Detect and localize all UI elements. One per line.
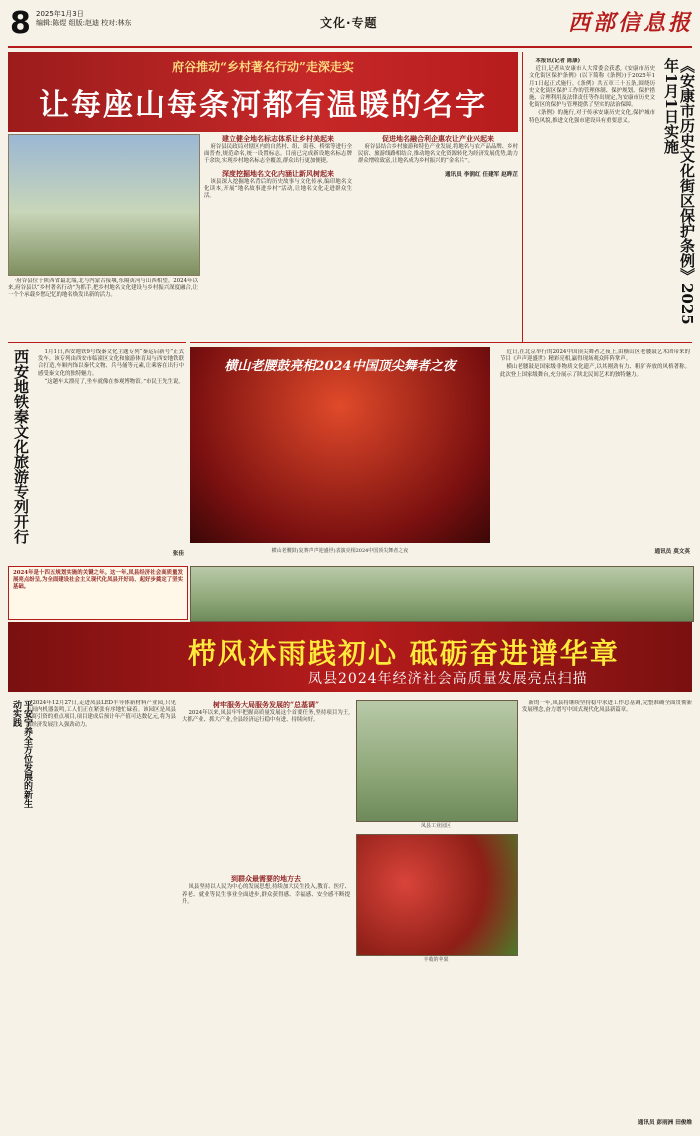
article5-col1: 2024年12月27日,走进凤县LED半导体新材料产业园,只见车间内机器轰鸣,工人们正在紧张有序地忙碌着。该园区是凤县招商引资的重点项目,项目建成后预计年产值可达数亿元,将为县域经济发展注入强劲动力。 [26, 700, 176, 728]
article5-col3: 凤县坚持以人民为中心的发展思想,持续加大民生投入,教育、医疗、养老、就业等民生事业全面进步,群众获得感、幸福感、安全感不断提升。 [182, 884, 350, 905]
article1-subhead-3: 促进地名融合利企惠农让产业兴起来 [382, 134, 494, 143]
article1-col-group-b [358, 134, 518, 334]
article5-industrial-photo [356, 700, 518, 822]
article3-block [8, 342, 186, 561]
article5-banner [8, 622, 692, 692]
article1-kicker: 府谷推动“乡村著名行动”走深走实 [172, 60, 354, 74]
article5-headline: 栉风沐雨践初心 砥砺奋进谱华章 [188, 637, 620, 670]
article1-col4: 府谷县结合乡村旅游和特色产业发展,将地名与农产品品牌、乡村民宿、旅游线路相结合,推动地名文化资源转化为经济发展优势,助力群众增收致富,让地名成为乡村振兴的“金名片”。 [358, 144, 518, 165]
page-number: 8 [10, 6, 31, 41]
article4-byline: 通讯员 莫文英 [654, 549, 690, 555]
article2-title: 《安康市历史文化街区保护条例》2025年1月1日实施 [662, 58, 696, 325]
article5-col-mid [182, 700, 350, 1130]
article1-col3: 该县深入挖掘地名背后的历史故事与文化传承,编印地名文化读本,开展“地名故事进乡村”活动,让地名文化走进群众生活。 [204, 178, 352, 200]
article2-body: 本报讯(记者 陈康) 近日,记者从安康市人大常委会获悉,《安康市历史文化街区保护条例》(以下简称《条例》)于2025年1月1日起正式施行。《条例》共五章三十五条,围绕历史文化街区保护工作的管理体制、保护规划、保护措施、合理利用及法律责任等作出规定,为安康市历史文化街区的保护与管理提供了坚实的法治保障。 《条例》的施行,对于传承安康历史文化,保护城市特色风貌,推进文化强市建设具有重要意义。 [529, 58, 655, 124]
article4-caption: 横山老腰鼓(复赛声声迎盛世)表演亮相2024中国顶尖舞者之夜 [271, 548, 409, 554]
article5-fruit-photo [356, 834, 518, 956]
article4-block [190, 342, 692, 561]
header-rule [8, 46, 692, 48]
article5-vertical-title: 平安宁养全方位发展的新生动实践 [11, 700, 32, 808]
newspaper-logo: 西部信息报 [568, 10, 694, 36]
article5-col2: 2024年以来,凤县牢牢把握高质量发展这个首要任务,坚持项目为王,大抓产业、抓大产业,全县经济运行稳中有进、持续向好。 [182, 710, 350, 724]
editor-credits: 编辑:陈煜 组版:赵迪 校对:林东 [36, 19, 132, 27]
article4-stage-photo [190, 347, 490, 543]
article3-title: 西安地铁秦文化旅游专列开行 [12, 349, 30, 544]
article1-col-group-a [204, 134, 352, 334]
article1-photo-gate [8, 134, 200, 276]
article1-col1: ·府谷县位于陕西省最北端,北与内蒙古接壤,东隔黄河与山西相望。2024年以来,府谷县以“乡村著名行动”为抓手,把乡村地名文化建设与乡村振兴深度融合,让一个个承载乡愁记忆的地名焕发出新的活力。 [8, 278, 198, 299]
issue-meta [36, 10, 132, 28]
page-header [0, 0, 700, 52]
article5-caption-2: 丰收的苹果 [423, 957, 449, 963]
article1-headline: 让每座山每条河都有温暖的名字 [39, 88, 487, 123]
article5-top-photo [190, 566, 694, 622]
article5-intro: 2024年是十四五规划实施的关键之年。这一年,凤县经济社会高质量发展亮点纷呈,为全面建设社会主义现代化凤县开好局、起好步奠定了坚实基础。 [13, 570, 183, 591]
article2-block [522, 52, 696, 342]
article5-subhead: 凤县2024年经济社会高质量发展亮点扫描 [308, 671, 588, 687]
article1-subhead-1: 建立健全地名标志体系让乡村美起来 [222, 134, 334, 143]
section-label: 文化·专题 [320, 16, 378, 30]
article4-body: 近日,在北京举行的2024中国顶尖舞者之夜上,由横山区老腰鼓艺术团带来的节目《声声迎盛世》精彩亮相,赢得现场观众阵阵掌声。 横山老腰鼓是国家级非物质文化遗产,以其刚劲有力、粗犷奔放的风格著称。此次登上国家级舞台,充分展示了陕北民间艺术的独特魅力。 [500, 349, 690, 378]
article5-subhead-2: 到群众最需要的地方去 [231, 874, 301, 884]
article4-title: 横山老腰鼓亮相2024中国顶尖舞者之夜 [224, 359, 456, 374]
article3-byline: 张佳 [172, 551, 184, 557]
article3-body: 1月1日,西安地铁9号线秦文化主题专列“秦运启新号”正式发车。该专列由西安市临潼区文化和旅游体育局与西安地铁联合打造,车厢内饰以秦代文物、兵马俑等元素,让乘客在出行中感受秦文化的独特魅力。 “这趟车太漂亮了,坐车就像在参观博物馆。”市民王先生说。 [38, 349, 184, 385]
article1-col2: 府谷县民政局对辖区内的自然村、组、街巷、桥梁等进行全面普查,规范命名,统一设置标志。目前已完成新设地名标志牌千余块,实现乡村地名标志全覆盖,群众出行更加便捷。 [204, 144, 352, 165]
article1-byline: 通讯员 李润红 任建军 赵晔芷 [445, 171, 518, 178]
article5-intro-box [8, 566, 188, 620]
issue-date: 2025年1月3日 [36, 10, 84, 18]
article5-col4: 新的一年,凤县将继续坚持稳中求进工作总基调,完整准确全面贯彻新发展理念,奋力谱写中国式现代化凤县新篇章。 [522, 700, 692, 714]
article5-byline: 通讯员 彭雨洲 田俊维 [637, 1120, 692, 1126]
article2-kicker: 本报讯(记者 陈康) [535, 58, 581, 64]
article1-subhead-2: 深度挖掘地名文化内涵让新风树起来 [222, 168, 334, 178]
article5-subhead-1: 树牢服务大局服务发展的“总基调” [212, 700, 320, 709]
article5-caption-1: 凤县工业园区 [420, 823, 451, 829]
article1-banner [8, 52, 518, 132]
